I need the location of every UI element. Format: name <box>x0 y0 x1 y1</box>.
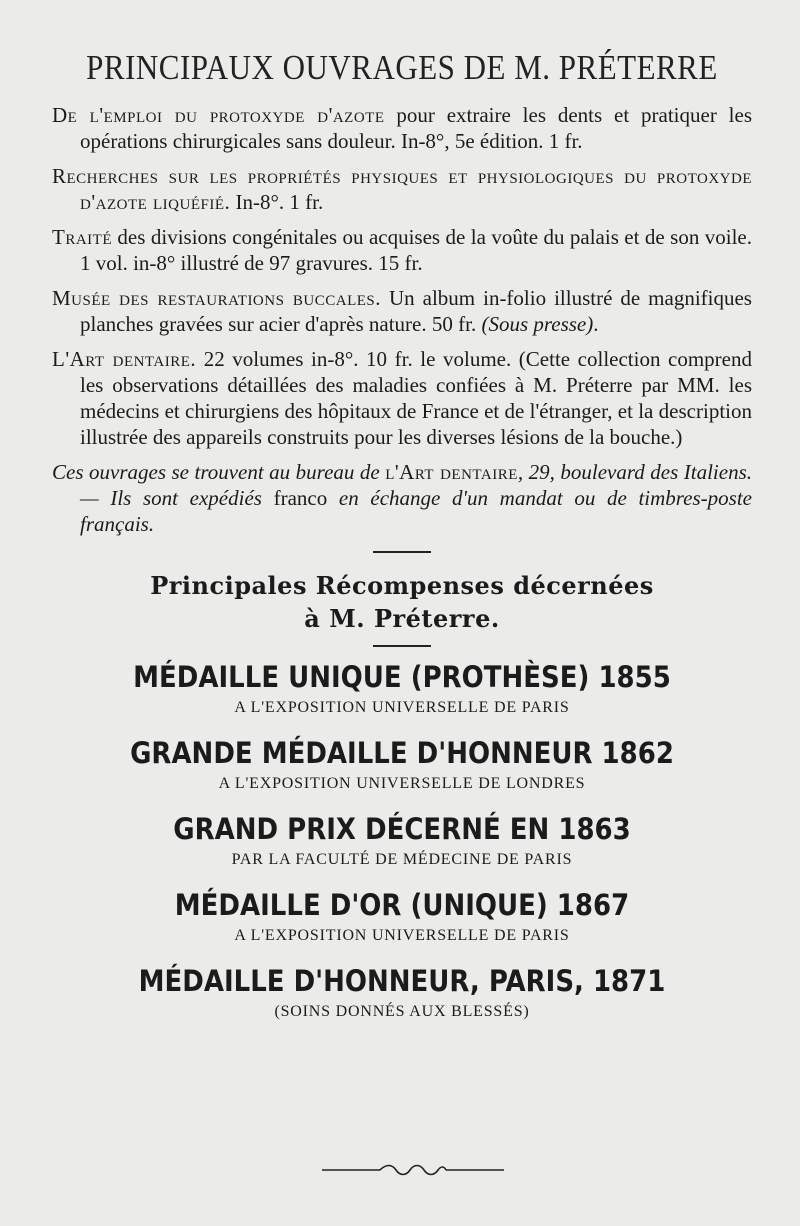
award-title: MÉDAILLE D'HONNEUR, PARIS, 1871 <box>138 965 666 999</box>
work-description: des divisions congénitales ou acquises de la voûte du palais et de son voile. 1 vol. in-8° illustré de 97 gravures. 15 fr. <box>80 225 752 275</box>
awards-heading: Principales Récompenses décernées <box>150 571 654 600</box>
award-venue: (SOINS DONNÉS AUX BLESSÉS) <box>274 1003 530 1020</box>
work-description: pour extraire les dents et pratiquer les opérations chirurgicales sans douleur. In-8°, 5e édition. 1 fr. <box>80 103 753 153</box>
work-entry <box>52 224 752 276</box>
award-title: GRANDE MÉDAILLE D'HONNEUR 1862 <box>130 737 674 771</box>
award-venue: A L'EXPOSITION UNIVERSELLE DE PARIS <box>234 927 570 944</box>
work-title: Traité <box>52 225 112 249</box>
award-venue: A L'EXPOSITION UNIVERSELLE DE LONDRES <box>218 775 586 792</box>
work-description: 22 volumes in-8°. 10 fr. le volume. (Cette collection comprend les observations détaillées des maladies confiées à M. Préterre par MM. les médecins et chirurgiens des hôpitaux de France et de l'étranger, et la description illustrée des appareils construits pour les diverses lésions de la bouche.) <box>80 347 753 449</box>
works-list <box>52 102 752 450</box>
work-entry <box>52 102 752 154</box>
work-title: De l'emploi du protoxyde d'azote <box>52 103 385 127</box>
work-entry <box>52 346 752 450</box>
divider-rule <box>373 551 431 553</box>
work-description: Un album in-folio illustré de magnifiques planches gravées sur acier d'après nature. 50 fr. <box>80 286 752 336</box>
work-entry <box>52 163 752 215</box>
work-entry <box>52 285 752 337</box>
page-title: PRINCIPAUX OUVRAGES DE M. PRÉTERRE <box>86 47 718 88</box>
award-venue: PAR LA FACULTÉ DE MÉDECINE DE PARIS <box>231 851 573 868</box>
award-title: MÉDAILLE D'OR (UNIQUE) 1867 <box>174 889 630 923</box>
work-title: Musée des restaurations buccales. <box>52 286 382 310</box>
award-venue: A L'EXPOSITION UNIVERSELLE DE PARIS <box>234 699 570 716</box>
availability-note: Ces ouvrages se trouvent au bureau de l'Art dentaire, 29, boulevard des Italiens. — Ils sont expédiés franco en échange d'un mandat ou de timbres-poste français. <box>52 460 752 536</box>
work-title: Recherches sur les propriétés physiques et physiologiques du protoxyde d'azote liquéfié. <box>52 164 752 214</box>
work-title: L'Art dentaire. <box>52 347 197 371</box>
divider-rule <box>373 645 431 647</box>
award-title: GRAND PRIX DÉCERNÉ EN 1863 <box>173 813 631 847</box>
work-tail: . <box>593 312 599 336</box>
ornament-divider-icon <box>322 1163 504 1177</box>
awards-list <box>52 661 752 1021</box>
awards-heading-line2: à M. Préterre. <box>304 604 500 633</box>
award-title: MÉDAILLE UNIQUE (PROTHÈSE) 1855 <box>133 661 671 695</box>
work-description: In-8°. 1 fr. <box>230 190 324 214</box>
work-status: (Sous presse) <box>481 312 594 336</box>
